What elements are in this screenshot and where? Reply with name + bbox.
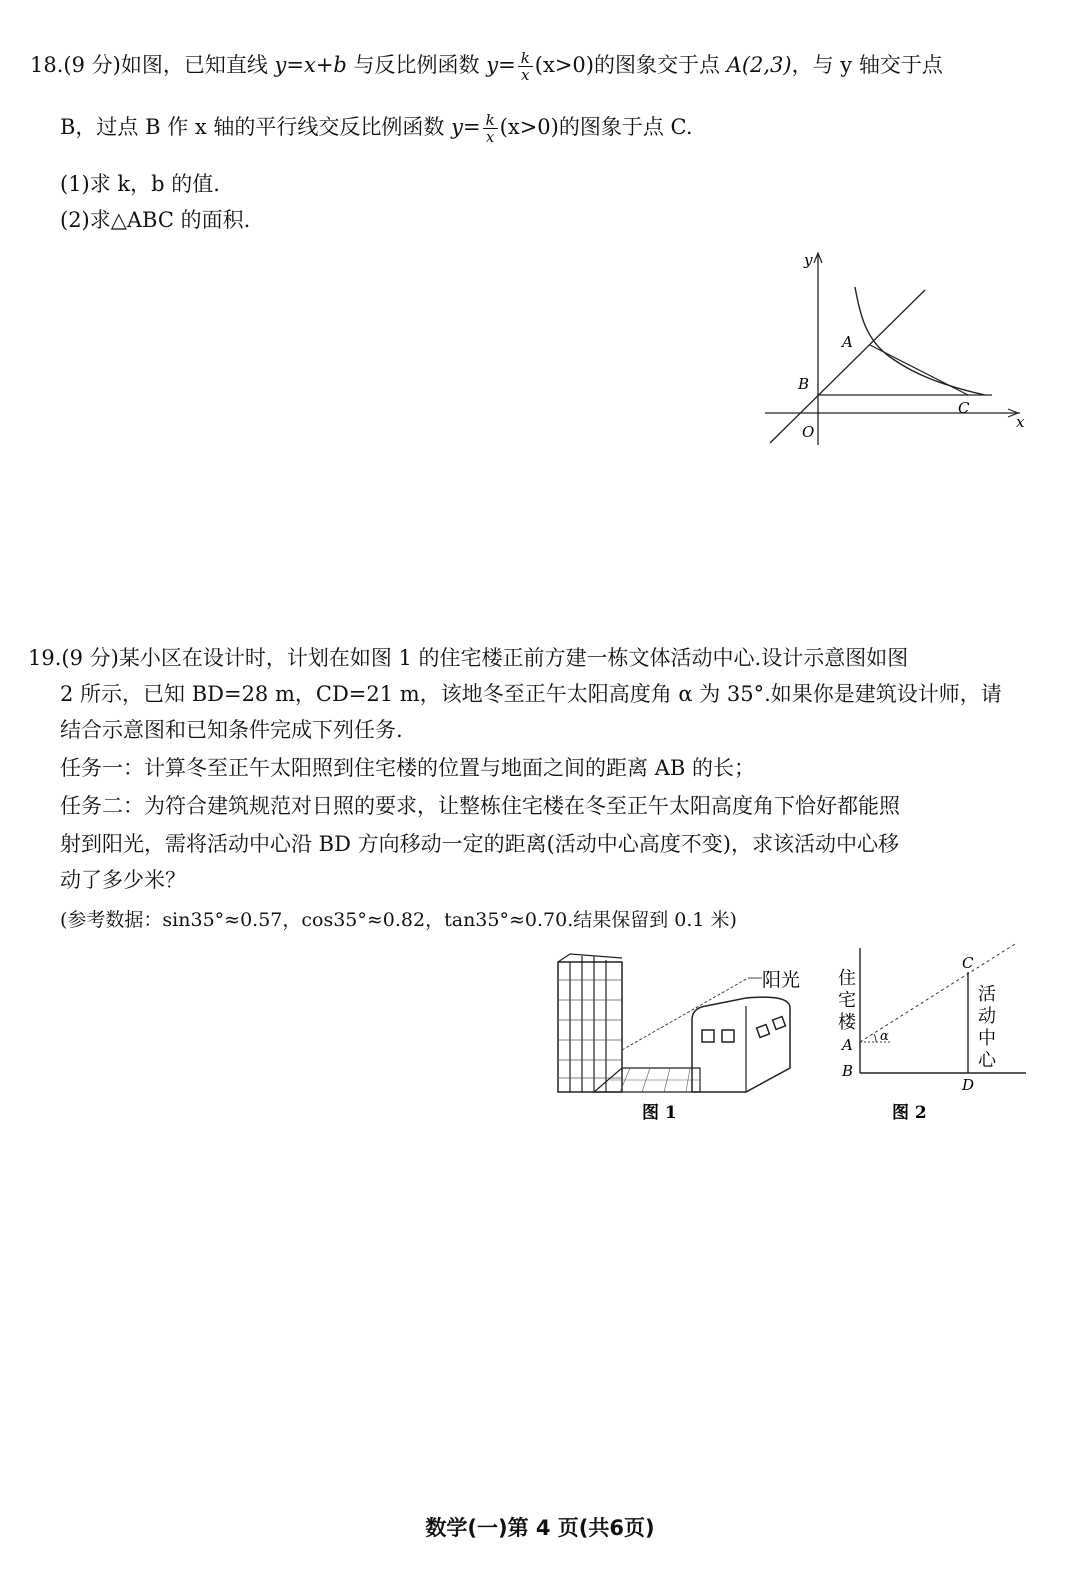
ground-plaza xyxy=(594,1068,700,1092)
q18-number: 18. xyxy=(30,53,64,77)
q19-line3: 结合示意图和已知条件完成下列任务. xyxy=(60,718,403,742)
fig2-label-b: B xyxy=(842,1062,854,1080)
sunlight-label: 阳光 xyxy=(762,969,801,991)
building-label-char-1: 住 xyxy=(838,968,856,989)
q18-text-2b: 的图象于点 C. xyxy=(558,115,693,139)
building-label-char-2: 宅 xyxy=(838,990,856,1011)
line-y-x-b xyxy=(770,290,925,443)
func-prefix-2: y= xyxy=(451,115,481,139)
q18-text-1c: 的图象交于点 xyxy=(593,53,727,77)
sunlight-ray xyxy=(622,978,748,1050)
label-alpha: α xyxy=(880,1029,889,1044)
line-equation: y=x+b xyxy=(274,53,347,77)
q19-task2-line3: 动了多少米？ xyxy=(60,868,186,892)
q19-reference-data: (参考数据：sin35°≈0.57，cos35°≈0.82，tan35°≈0.70.结果保留到 0.1 米) xyxy=(60,909,737,931)
q18-line1 xyxy=(30,50,943,83)
q19-line2: 2 所示，已知 BD=28 m，CD=21 m，该地冬至正午太阳高度角 α 为 35°.如果你是建筑设计师，请 xyxy=(60,682,1002,706)
fraction-k-over-x-2 xyxy=(483,112,498,145)
center-label-char-4: 心 xyxy=(978,1050,996,1071)
fig1-caption: 图 1 xyxy=(642,1103,677,1123)
hyperbola-curve xyxy=(855,287,985,395)
activity-center-building xyxy=(692,997,790,1092)
label-b: B xyxy=(798,375,810,393)
label-o: O xyxy=(802,423,815,441)
q18-text-2a: B，过点 B 作 x 轴的平行线交反比例函数 xyxy=(60,115,452,139)
q18-line2 xyxy=(60,112,693,145)
point-a-coord: A(2,3) xyxy=(726,53,792,77)
fig2-label-a: A xyxy=(842,1036,853,1054)
func-domain-1: (x>0) xyxy=(534,53,594,77)
func-prefix-1: y= xyxy=(486,53,516,77)
q19-task1: 任务一：计算冬至正午太阳照到住宅楼的位置与地面之间的距离 AB 的长； xyxy=(60,756,755,780)
q18-text-1a: 如图，已知直线 xyxy=(120,53,275,77)
page-footer: 数学(一)第 4 页(共6页) xyxy=(425,1516,655,1540)
fraction-k-over-x xyxy=(518,50,533,83)
fig2-label-d: D xyxy=(962,1076,975,1094)
q18-score: (9 分) xyxy=(63,53,121,77)
q18-text-1d: ，与 y 轴交于点 xyxy=(791,53,943,77)
center-label-char-1: 活 xyxy=(978,984,996,1005)
frac-denominator-2: x xyxy=(485,128,495,146)
q18-part2: (2)求△ABC 的面积. xyxy=(60,208,251,232)
q18-text-1b: 与反比例函数 xyxy=(346,53,487,77)
frac-numerator: k xyxy=(518,50,533,67)
label-y: y xyxy=(804,251,813,269)
center-label-char-2: 动 xyxy=(978,1006,996,1027)
q19-line1: 19.(9 分)某小区在设计时，计划在如图 1 的住宅楼正前方建一栋文体活动中心.设计示意图如图 xyxy=(28,646,909,670)
frac-numerator-2: k xyxy=(483,112,498,129)
q18-graph-figure xyxy=(760,245,1035,455)
residential-building xyxy=(558,954,622,1092)
label-c: C xyxy=(958,399,970,417)
q19-figure-2 xyxy=(830,940,1030,1125)
func-domain-2: (x>0) xyxy=(499,115,559,139)
segment-ac xyxy=(870,345,968,395)
angle-alpha-arc xyxy=(874,1034,876,1042)
q19-figure-1 xyxy=(550,950,810,1125)
label-x: x xyxy=(1016,413,1025,431)
center-label-char-3: 中 xyxy=(978,1028,996,1049)
q18-part1: (1)求 k，b 的值. xyxy=(60,172,220,196)
building-label-char-3: 楼 xyxy=(838,1012,856,1033)
frac-denominator: x xyxy=(521,66,530,84)
fig2-label-c: C xyxy=(962,954,974,972)
q19-task2-line1: 任务二：为符合建筑规范对日照的要求，让整栋住宅楼在冬至正午太阳高度角下恰好都能照 xyxy=(60,794,900,818)
label-a: A xyxy=(842,333,853,351)
fig2-caption: 图 2 xyxy=(892,1103,927,1123)
q19-task2-line2: 射到阳光，需将活动中心沿 BD 方向移动一定的距离(活动中心高度不变)，求该活动中心移 xyxy=(60,832,900,856)
